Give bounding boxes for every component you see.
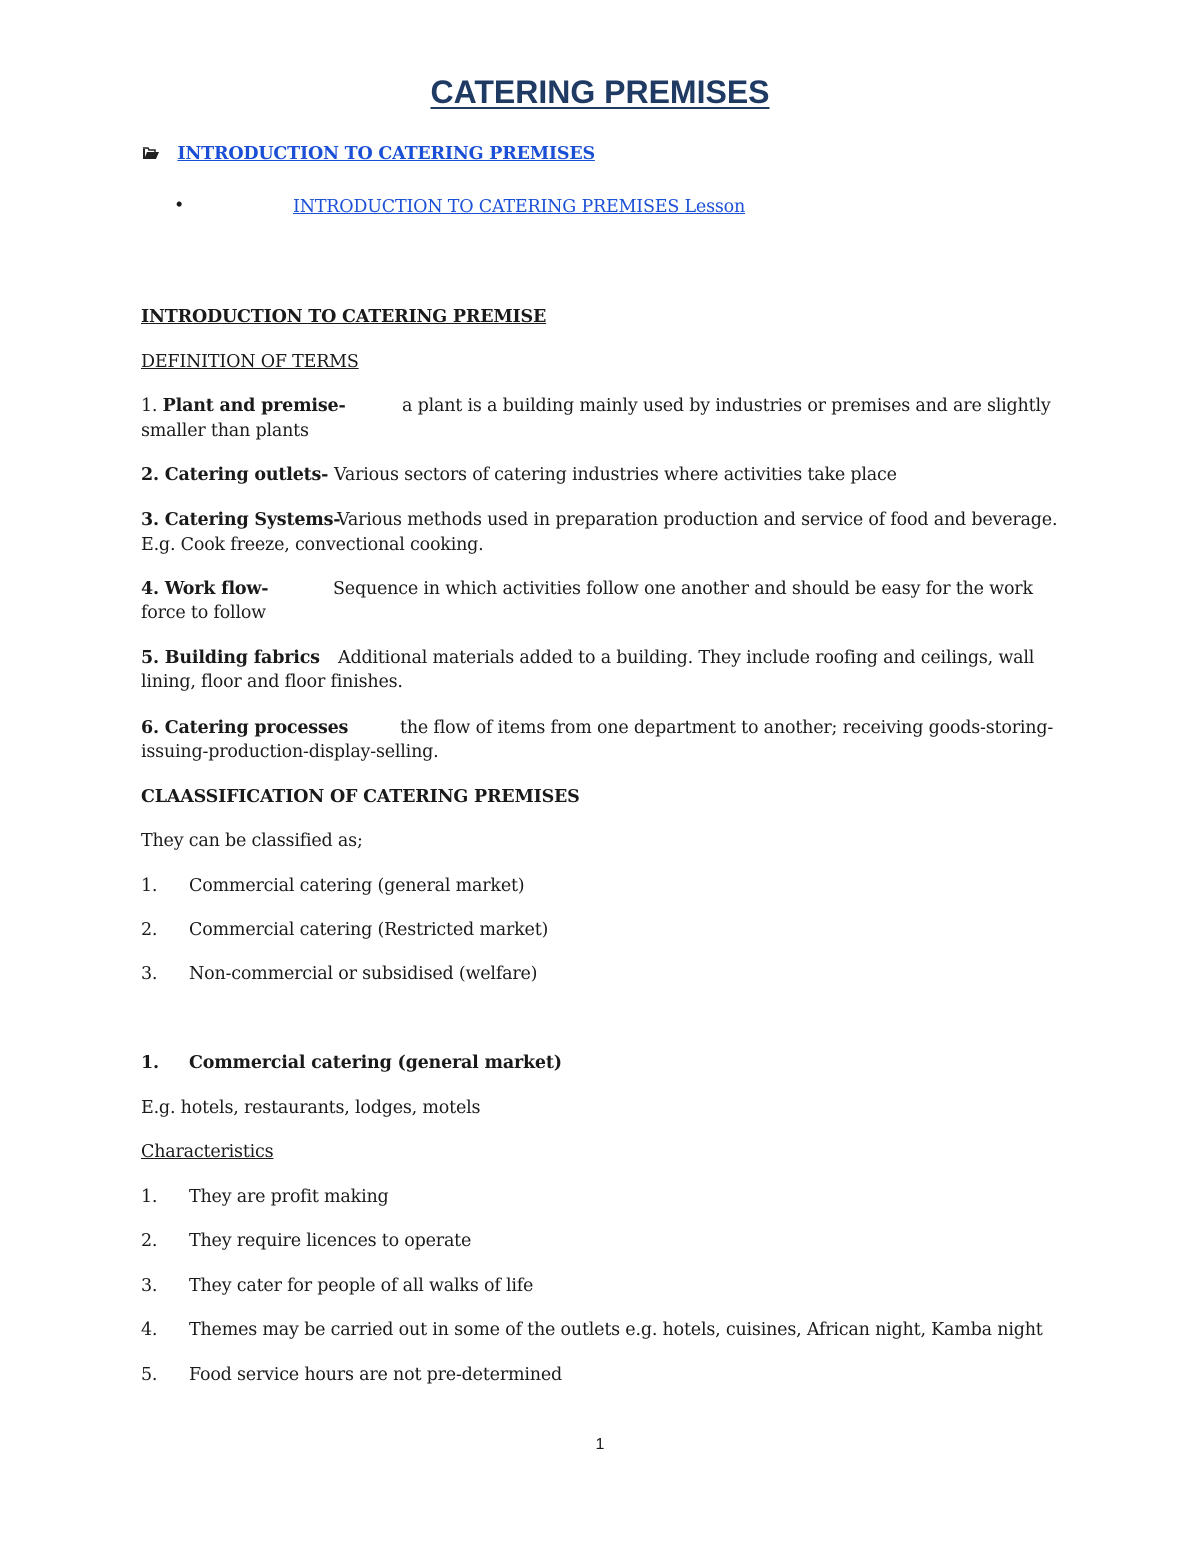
folder-icon — [142, 142, 160, 166]
list-item-number: 2. — [141, 920, 158, 940]
definition-term: Catering outlets- — [164, 465, 329, 485]
list-item: They require licences to operate — [189, 1231, 472, 1251]
list-item: Commercial catering (general market) — [189, 876, 525, 896]
definition-desc: a plant is a building mainly used by industries or premises and are slightly — [402, 396, 1051, 416]
lesson-link[interactable]: INTRODUCTION TO CATERING PREMISES Lesson — [293, 197, 746, 217]
definition-desc: Sequence in which activities follow one another and should be easy for the work — [333, 579, 1033, 599]
definition-number: 3. — [141, 510, 159, 530]
list-item: Non-commercial or subsidised (welfare) — [189, 964, 538, 984]
definition-item — [141, 646, 320, 670]
definition-term: Plant and premise- — [162, 396, 346, 416]
definition-number: 2. — [141, 465, 159, 485]
examples-text: E.g. hotels, restaurants, lodges, motels — [141, 1098, 481, 1118]
definition-desc-cont: E.g. Cook freeze, convectional cooking. — [141, 535, 484, 555]
subsection-number: 1. — [141, 1053, 159, 1073]
definition-desc-cont: smaller than plants — [141, 421, 309, 441]
list-item-number: 1. — [141, 1187, 158, 1207]
list-item-number: 5. — [141, 1365, 158, 1385]
list-item-number: 3. — [141, 1276, 158, 1296]
definition-desc-cont: lining, floor and floor finishes. — [141, 672, 403, 692]
definition-item — [141, 508, 340, 532]
definition-desc: Various methods used in preparation production and service of food and beverage. — [337, 510, 1058, 530]
definition-item — [141, 463, 328, 487]
definition-number: 1. — [141, 396, 158, 416]
list-item: Food service hours are not pre-determined — [189, 1365, 563, 1385]
definition-item — [141, 577, 268, 601]
course-link[interactable]: INTRODUCTION TO CATERING PREMISES — [177, 144, 595, 164]
list-item: Commercial catering (Restricted market) — [189, 920, 549, 940]
subsection-heading: Commercial catering (general market) — [189, 1053, 562, 1073]
list-item-number: 2. — [141, 1231, 158, 1251]
classification-heading: CLAASSIFICATION OF CATERING PREMISES — [141, 787, 580, 807]
definition-term: Building fabrics — [164, 648, 320, 668]
lesson-bullet: • — [174, 196, 185, 216]
list-item: They cater for people of all walks of life — [189, 1276, 534, 1296]
definitions-heading: DEFINITION OF TERMS — [141, 352, 359, 372]
classification-intro: They can be classified as; — [141, 831, 363, 851]
definition-desc: Various sectors of catering industries where activities take place — [334, 465, 897, 485]
section-heading: INTRODUCTION TO CATERING PREMISE — [141, 307, 547, 327]
definition-item — [141, 716, 348, 740]
definition-desc: Additional materials added to a building. They include roofing and ceilings, wall — [338, 648, 1035, 668]
definition-term: Work flow- — [164, 579, 269, 599]
definition-term: Catering processes — [164, 718, 349, 738]
list-item-number: 4. — [141, 1320, 158, 1340]
list-item-number: 1. — [141, 876, 158, 896]
definition-term: Catering Systems- — [164, 510, 341, 530]
page-number: 1 — [595, 1436, 605, 1453]
list-item: Themes may be carried out in some of the outlets e.g. hotels, cuisines, African night, Kamba night — [189, 1320, 1043, 1340]
characteristics-heading: Characteristics — [141, 1142, 274, 1162]
definition-item — [141, 394, 346, 418]
definition-desc-cont: force to follow — [141, 603, 266, 623]
definition-number: 5. — [141, 648, 159, 668]
definition-number: 6. — [141, 718, 159, 738]
list-item: They are profit making — [189, 1187, 389, 1207]
definition-desc: the flow of items from one department to another; receiving goods-storing- — [400, 718, 1054, 738]
list-item-number: 3. — [141, 964, 158, 984]
definition-desc-cont: issuing-production-display-selling. — [141, 742, 439, 762]
definition-number: 4. — [141, 579, 159, 599]
page-title: CATERING PREMISES — [430, 74, 770, 110]
course-link-row — [142, 142, 595, 166]
